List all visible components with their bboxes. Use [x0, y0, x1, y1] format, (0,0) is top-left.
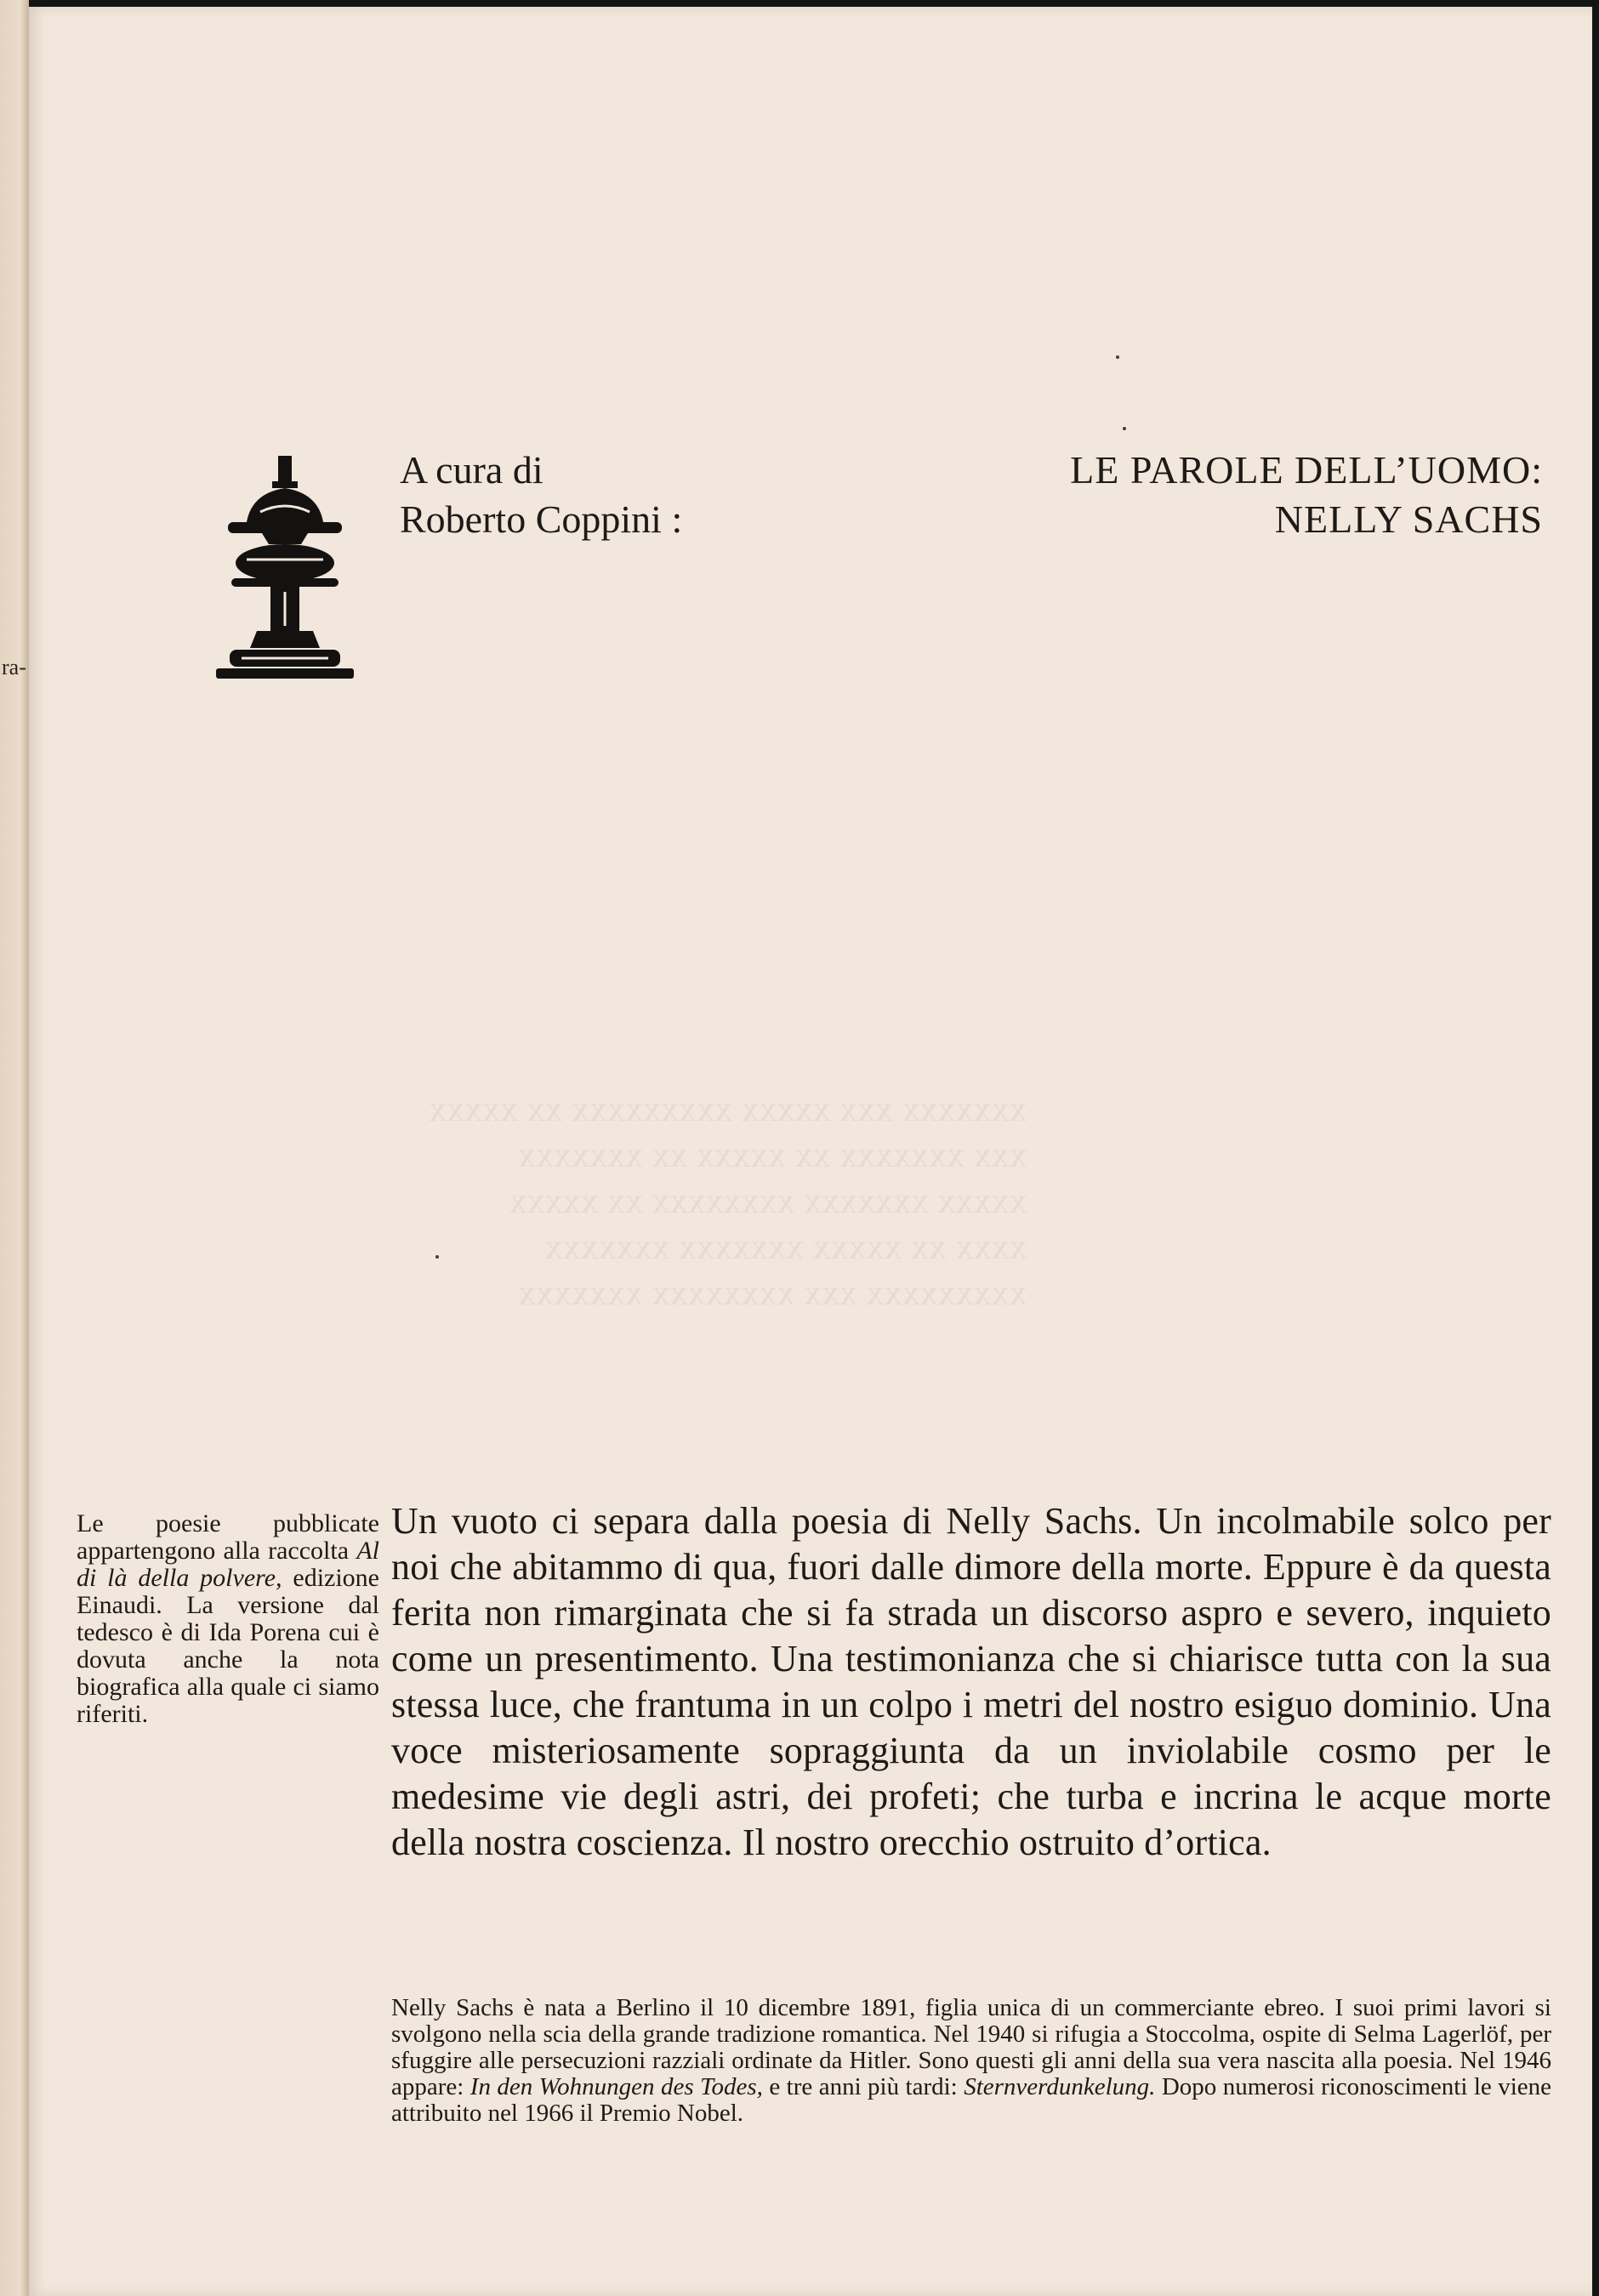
bio-text-end: Dopo numerosi riconoscimenti le viene attribuito nel 1966 il Premio Nobel. [391, 2073, 1552, 2127]
oil-lamp-emblem-icon [213, 451, 357, 706]
bio-text-cont: e tre anni più tardi: [769, 2073, 958, 2100]
title-line-1: LE PAROLE DELL’UOMO: [1070, 448, 1543, 492]
curator-label: A cura di [400, 448, 543, 492]
sidenote-book-title: Al di là della polvere, [77, 1537, 379, 1592]
page-left-edge [0, 0, 29, 2296]
book-page [29, 7, 1592, 2296]
bio-work-title-2: Sternverdunkelung. [964, 2073, 1156, 2100]
paper-speck [435, 1255, 439, 1259]
paper-speck [1116, 355, 1119, 359]
biographical-note [391, 1995, 1551, 2127]
title-line-2: NELLY SACHS [1274, 497, 1543, 541]
show-through-texture: xxxxxxx xxx xxxxx xxxxxxxxx xx xxxxx xxx xxxxxxx xx xxxxx xx xxxxxxx xxxxx xxxxxxx xxxxxxxx xx xxxxx xxxx xx xxxxx xxxxxxx xxxxxxx xxxxxxxxx xxx xxxxxxxx xxxxxxx [429, 1090, 1027, 1313]
article-title [947, 446, 1543, 544]
sidenote-text: Le poesie pubblicate appartengono alla raccolta [77, 1509, 379, 1565]
sidenote [77, 1510, 379, 1728]
sidenote-text-cont: edizione Einaudi. La versione dal tedesco è di Ida Porena cui è dovuta anche la nota biografica alla quale ci siamo riferiti. [77, 1564, 379, 1728]
bio-text: Nelly Sachs è nata a Berlino il 10 dicembre 1891, figlia unica di un commerciante ebreo. I suoi primi lavori si svolgono nella scia della grande tradizione romantica. Nel 1940 si rifugia a Stoccolma, ospite di Selma Lagerlöf, per sfuggire alle persecuzioni razziali ordinate da Hitler. Sono questi gli anni della sua vera nascita alla poesia. Nel 1946 appare: [391, 1994, 1551, 2100]
main-paragraph: Un vuoto ci separa dalla poesia di Nelly Sachs. Un incolmabile solco per noi che abitammo di qua, fuori dalle dimore della morte. Eppure è da questa ferita non rimarginata che si fa strada un discorso aspro e severo, inquieto come un presentimento. Una testimonianza che si chiarisce tutta con la sua stessa luce, che frantuma in un colpo i metri del nostro esiguo dominio. Una voce misteriosamente sopraggiunta da un inviolabile cosmo per le medesime vie degli astri, dei profeti; che turba e incrina le acque morte della nostra coscienza. Il nostro orecchio ostruito d’ortica. [391, 1500, 1551, 1863]
curator-credit [400, 446, 682, 544]
curator-name: Roberto Coppini : [400, 497, 683, 541]
bio-work-title-1: In den Wohnungen des Todes, [469, 2073, 763, 2100]
edge-text-fragment: ra- [2, 655, 26, 679]
paper-speck [1123, 427, 1126, 430]
